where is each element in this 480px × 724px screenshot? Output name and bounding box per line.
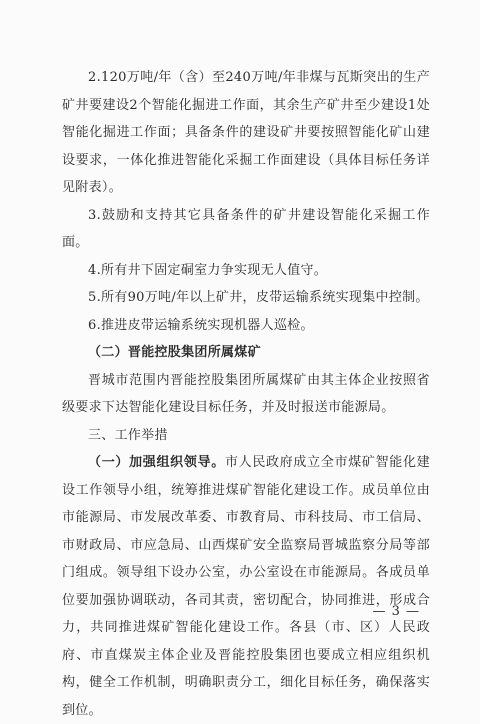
document-body <box>62 64 430 724</box>
section-three-heading: 三、工作举措 <box>88 427 168 443</box>
measure-one-body: 市人民政府成立全市煤矿智能化建设工作领导小组，统筹推进煤矿智能化建设工作。成员单位由市能源局、市发展改革委、市教育局、市科技局、市工信局、市财政局、市应急局、山西煤矿安全监察局晋城监察分局等部门组成。领导组下设办公室，办公室设在市能源局。各成员单位要加强协调联动，各司其责，密切配合，协同推进，形成合力，共同推进煤矿智能化建设工作。各县（市、区）人民政府、市直煤炭主体企业及晋能控股集团也要成立相应组织机构，健全工作机制，明确职责分工，细化目标任务，确保落实到位。 <box>62 455 430 718</box>
section-two-heading: （二）晋能控股集团所属煤矿 <box>88 345 261 360</box>
paragraph-target-5: 5.所有90万吨/年以上矿井，皮带运输系统实现集中控制。 <box>88 290 429 305</box>
paragraph-target-3: 3.鼓励和支持其它具备条件的矿井建设智能化采掘工作面。 <box>62 207 430 250</box>
section-two-body: 晋城市范围内晋能控股集团所属煤矿由其主体企业按照省级要求下达智能化建设目标任务，并及时报送市能源局。 <box>62 372 430 415</box>
paragraph-target-4: 4.所有井下固定硐室力争实现无人值守。 <box>88 262 328 278</box>
paragraph-target-2: 2.120万吨/年（含）至240万吨/年非煤与瓦斯突出的生产矿井要建设2个智能化掘进工作面，其余生产矿井至少建设1处智能化掘进工作面；具备条件的建设矿井要按照智能化矿山建设要求，一体化推进智能化采掘工作面建设（具体目标任务详见附表）。 <box>62 70 430 195</box>
page-number: — 3 — <box>372 604 420 619</box>
measure-one-paragraph <box>62 449 430 724</box>
paragraph-target-6: 6.推进皮带运输系统实现机器人巡检。 <box>88 317 314 333</box>
measure-one-lead: （一）加强组织领导。 <box>88 455 225 470</box>
